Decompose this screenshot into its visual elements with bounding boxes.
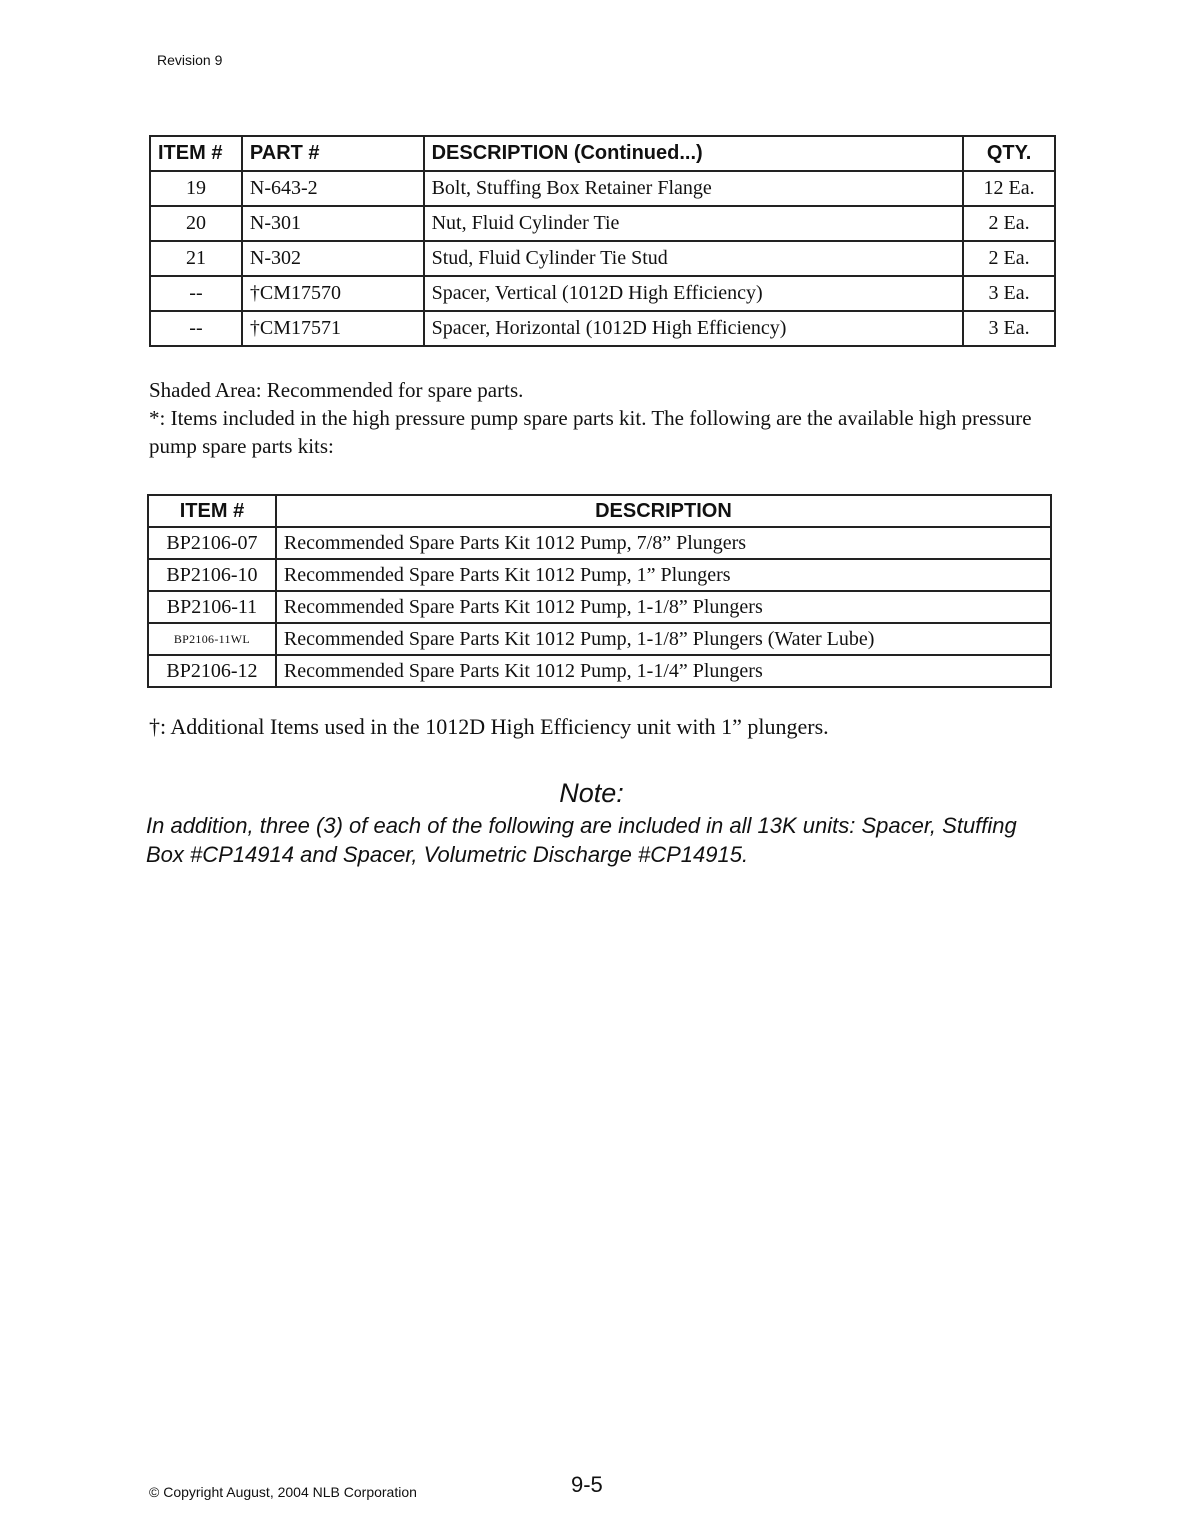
cell-item: BP2106-07 xyxy=(148,527,276,559)
table-row xyxy=(150,276,1055,311)
table-row xyxy=(148,527,1051,559)
table-row xyxy=(150,206,1055,241)
cell-qty: 12 Ea. xyxy=(963,171,1055,206)
spare-kits-table xyxy=(147,494,1052,688)
parts-table xyxy=(149,135,1056,347)
header-qty: QTY. xyxy=(963,136,1055,171)
revision-label: Revision 9 xyxy=(157,52,223,68)
cell-item: BP2106-12 xyxy=(148,655,276,687)
table-row xyxy=(148,591,1051,623)
note-body: In addition, three (3) of each of the following are included in all 13K units: Spacer, Stuffing Box #CP14914 and Spacer, Volumetric Discharge #CP14915. xyxy=(146,813,1017,867)
cell-part: †CM17571 xyxy=(242,311,424,346)
cell-item: 19 xyxy=(150,171,242,206)
kits-table-header-row xyxy=(148,495,1051,527)
table-row xyxy=(150,311,1055,346)
cell-description: Recommended Spare Parts Kit 1012 Pump, 1-1/8” Plungers (Water Lube) xyxy=(276,623,1051,655)
header-part: PART # xyxy=(242,136,424,171)
cell-qty: 3 Ea. xyxy=(963,311,1055,346)
cell-part: N-302 xyxy=(242,241,424,276)
header-description: DESCRIPTION (Continued...) xyxy=(424,136,964,171)
shaded-area-note: Shaded Area: Recommended for spare parts. xyxy=(149,378,524,402)
cell-item: 20 xyxy=(150,206,242,241)
cell-qty: 2 Ea. xyxy=(963,206,1055,241)
page-number: 9-5 xyxy=(571,1472,603,1497)
parts-table-header-row xyxy=(150,136,1055,171)
cell-description: Spacer, Vertical (1012D High Efficiency) xyxy=(424,276,964,311)
cell-item: -- xyxy=(150,311,242,346)
cell-item: BP2106-11 xyxy=(148,591,276,623)
table-row xyxy=(148,623,1051,655)
header-item: ITEM # xyxy=(148,495,276,527)
cell-description: Recommended Spare Parts Kit 1012 Pump, 7/8” Plungers xyxy=(276,527,1051,559)
note-title: Note: xyxy=(559,778,624,808)
cell-part: †CM17570 xyxy=(242,276,424,311)
cell-description: Spacer, Horizontal (1012D High Efficiency) xyxy=(424,311,964,346)
notes-block xyxy=(149,376,1049,460)
cell-description: Nut, Fluid Cylinder Tie xyxy=(424,206,964,241)
cell-item: BP2106-10 xyxy=(148,559,276,591)
footer-copyright: © Copyright August, 2004 NLB Corporation xyxy=(149,1484,417,1500)
cell-description: Recommended Spare Parts Kit 1012 Pump, 1-1/4” Plungers xyxy=(276,655,1051,687)
cell-description: Recommended Spare Parts Kit 1012 Pump, 1-1/8” Plungers xyxy=(276,591,1051,623)
cell-description: Recommended Spare Parts Kit 1012 Pump, 1” Plungers xyxy=(276,559,1051,591)
cell-qty: 2 Ea. xyxy=(963,241,1055,276)
header-description: DESCRIPTION xyxy=(276,495,1051,527)
cell-description: Bolt, Stuffing Box Retainer Flange xyxy=(424,171,964,206)
header-item: ITEM # xyxy=(150,136,242,171)
cell-description: Stud, Fluid Cylinder Tie Stud xyxy=(424,241,964,276)
asterisk-note: *: Items included in the high pressure pump spare parts kit. The following are the available high pressure pump spare parts kits: xyxy=(149,406,1032,458)
cell-part: N-301 xyxy=(242,206,424,241)
cell-item: BP2106-11WL xyxy=(148,623,276,655)
dagger-note: †: Additional Items used in the 1012D High Efficiency unit with 1” plungers. xyxy=(149,714,829,739)
table-row xyxy=(150,241,1055,276)
cell-qty: 3 Ea. xyxy=(963,276,1055,311)
cell-item: 21 xyxy=(150,241,242,276)
cell-item: -- xyxy=(150,276,242,311)
table-row xyxy=(150,171,1055,206)
table-row xyxy=(148,655,1051,687)
cell-part: N-643-2 xyxy=(242,171,424,206)
table-row xyxy=(148,559,1051,591)
